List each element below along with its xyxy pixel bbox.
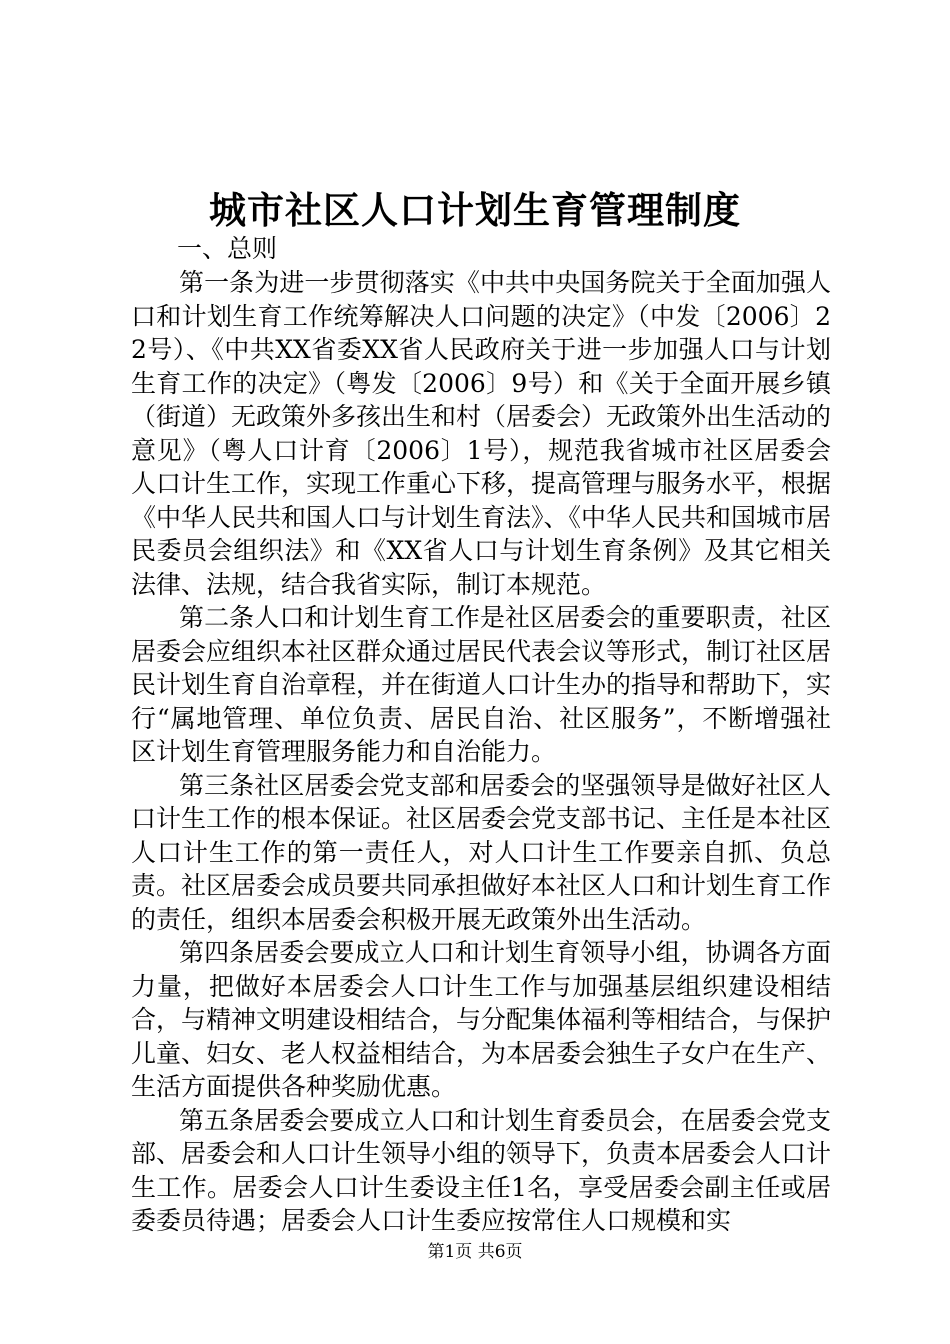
article-5: 第五条居委会要成立人口和计划生育委员会，在居委会党支部、居委会和人口计生领导小组的领导下，负责本居委会人口计生工作。居委会人口计生委设主任1名，享受居委会副主任或居委委员待遇；居委会人口计生委应按常住人口规模和实 <box>131 1105 832 1235</box>
article-3: 第三条社区居委会党支部和居委会的坚强领导是做好社区人口计生工作的根本保证。社区居委会党支部书记、主任是本社区人口计生工作的第一责任人，对人口计生工作要亲自抓、负总责。社区居委会成员要共同承担做好本社区人口和计划生育工作的责任，组织本居委会积极开展无政策外出生活动。 <box>131 770 832 934</box>
page-footer: 第1页 共6页 <box>427 1242 523 1262</box>
article-1: 第一条为进一步贯彻落实《中共中央国务院关于全面加强人口和计划生育工作统筹解决人口问题的决定》（中发〔2006〕22号）、《中共XX省委XX省人民政府关于进一步加强人口与计划生育工作的决定》（粤发〔2006〕9号）和《关于全面开展乡镇（街道）无政策外多孩出生和村（居委会）无政策外出生活动的意见》（粤人口计育〔2006〕1号），规范我省城市社区居委会人口计生工作，实现工作重心下移，提高管理与服务水平，根据《中华人民共和国人口与计划生育法》、《中华人民共和国城市居民委员会组织法》和《XX省人口与计划生育条例》及其它相关法律、法规，结合我省实际，制订本规范。 <box>131 268 832 599</box>
document-body <box>131 232 831 1238</box>
section-heading: 一、总则 <box>177 234 278 263</box>
document-title: 城市社区人口计划生育管理制度 <box>209 188 741 232</box>
article-4: 第四条居委会要成立人口和计划生育领导小组，协调各方面力量，把做好本居委会人口计生工作与加强基层组织建设相结合，与精神文明建设相结合，与分配集体福利等相结合，与保护儿童、妇女、老人权益相结合，为本居委会独生子女户在生产、生活方面提供各种奖励优惠。 <box>131 938 832 1101</box>
article-2: 第二条人口和计划生育工作是社区居委会的重要职责，社区居委会应组织本社区群众通过居民代表会议等形式，制订社区居民计划生育自治章程，并在街道人口计生办的指导和帮助下，实行“属地管理、单位负责、居民自治、社区服务”，不断增强社区计划生育管理服务能力和自治能力。 <box>131 603 832 766</box>
